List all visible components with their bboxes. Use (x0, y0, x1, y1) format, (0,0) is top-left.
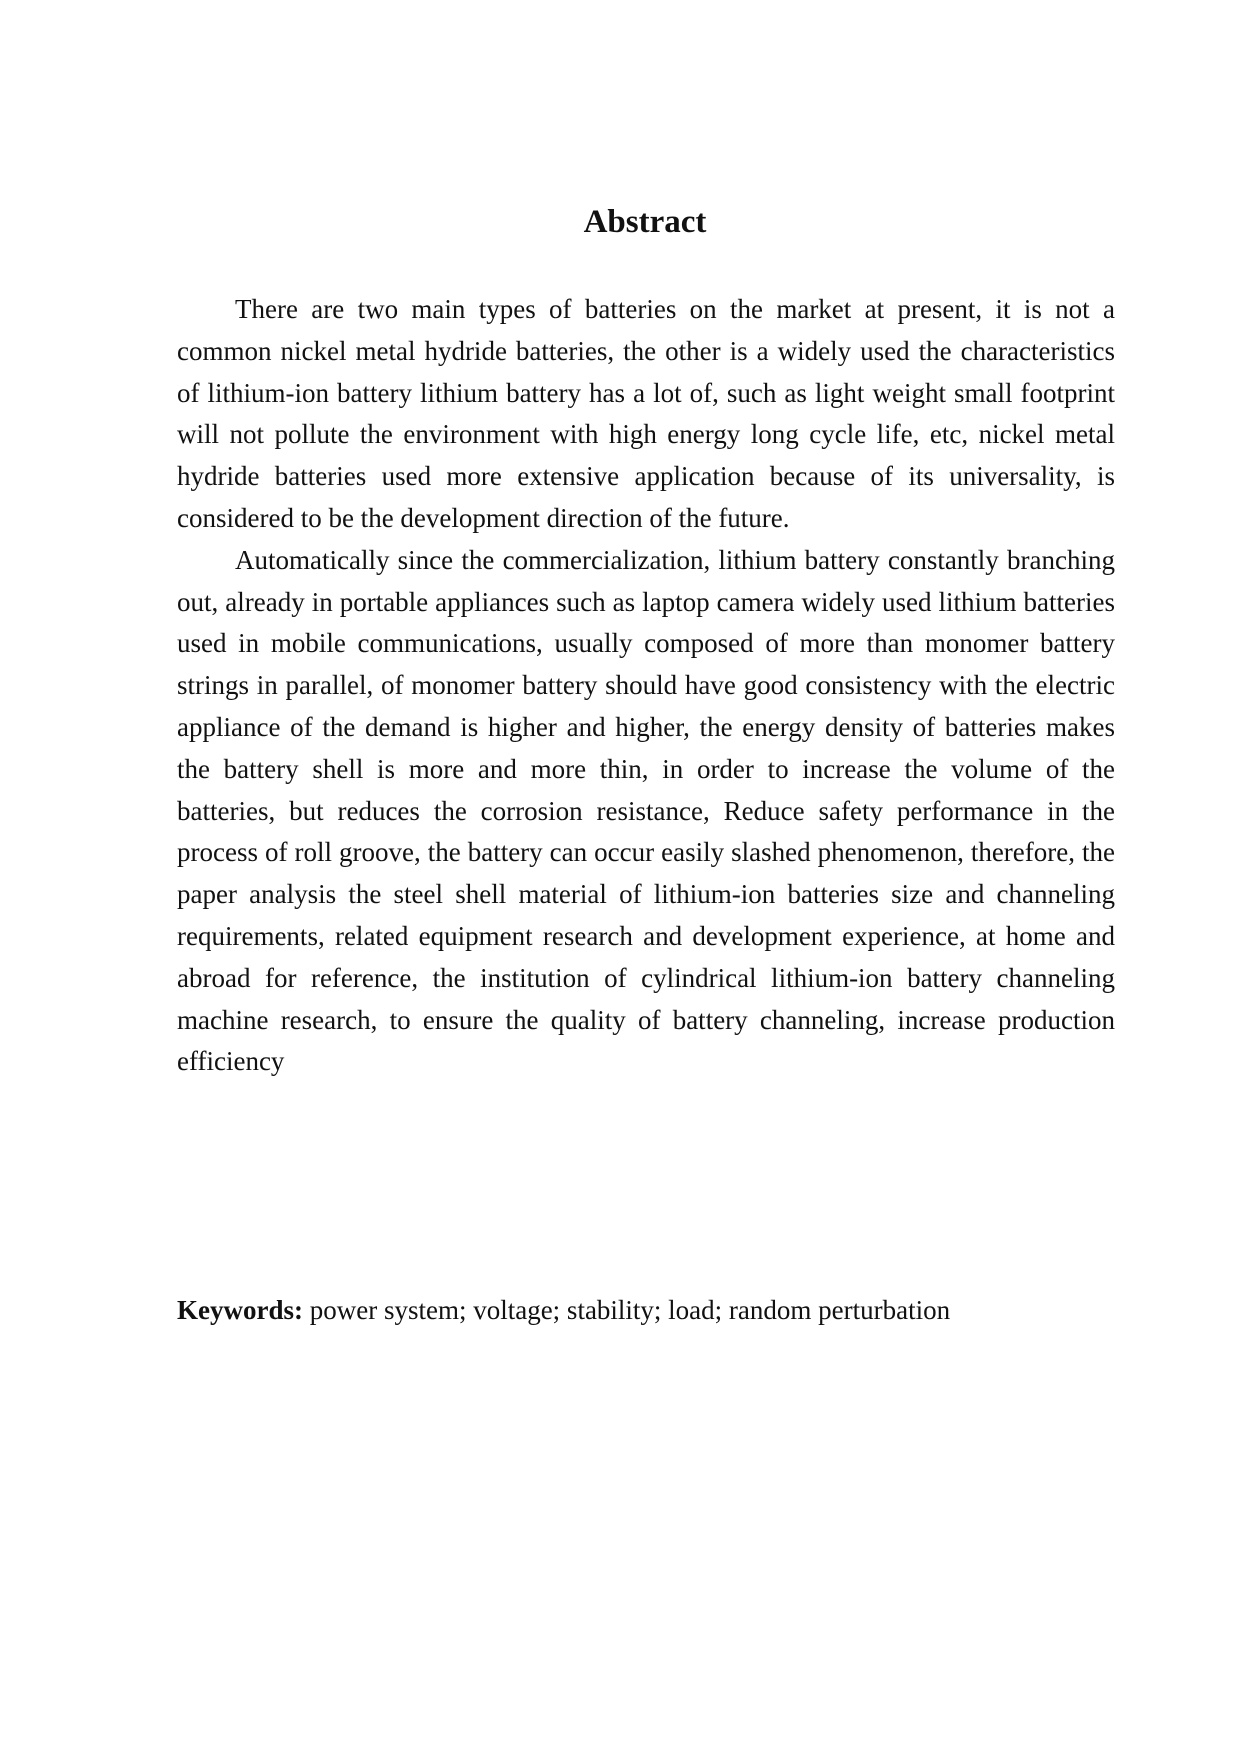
abstract-body (177, 289, 1115, 1083)
abstract-paragraph-1: There are two main types of batteries on the market at present, it is not a common nickel metal hydride batteries, the other is a widely used the characteristics of lithium-ion battery lithium battery has a lot of, such as light weight small footprint will not pollute the environment with high energy long cycle life, etc, nickel metal hydride batteries used more extensive application because of its universality, is considered to be the development direction of the future. (177, 294, 1115, 533)
keywords-line (177, 1290, 1115, 1330)
keywords-label: Keywords: (177, 1295, 303, 1325)
abstract-paragraph-2: Automatically since the commercialization, lithium battery constantly branching out, already in portable appliances such as laptop camera widely used lithium batteries used in mobile communications, usually composed of more than monomer battery strings in parallel, of monomer battery should have good consistency with the electric appliance of the demand is higher and higher, the energy density of batteries makes the battery shell is more and more thin, in order to increase the volume of the batteries, but reduces the corrosion resistance, Reduce safety performance in the process of roll groove, the battery can occur easily slashed phenomenon, therefore, the paper analysis the steel shell material of lithium-ion batteries size and channeling requirements, related equipment research and development experience, at home and abroad for reference, the institution of cylindrical lithium-ion battery channeling machine research, to ensure the quality of battery channeling, increase production efficiency (177, 544, 1115, 1077)
keywords-list: power system; voltage; stability; load; random perturbation (309, 1295, 951, 1325)
page-title: Abstract (583, 204, 707, 240)
